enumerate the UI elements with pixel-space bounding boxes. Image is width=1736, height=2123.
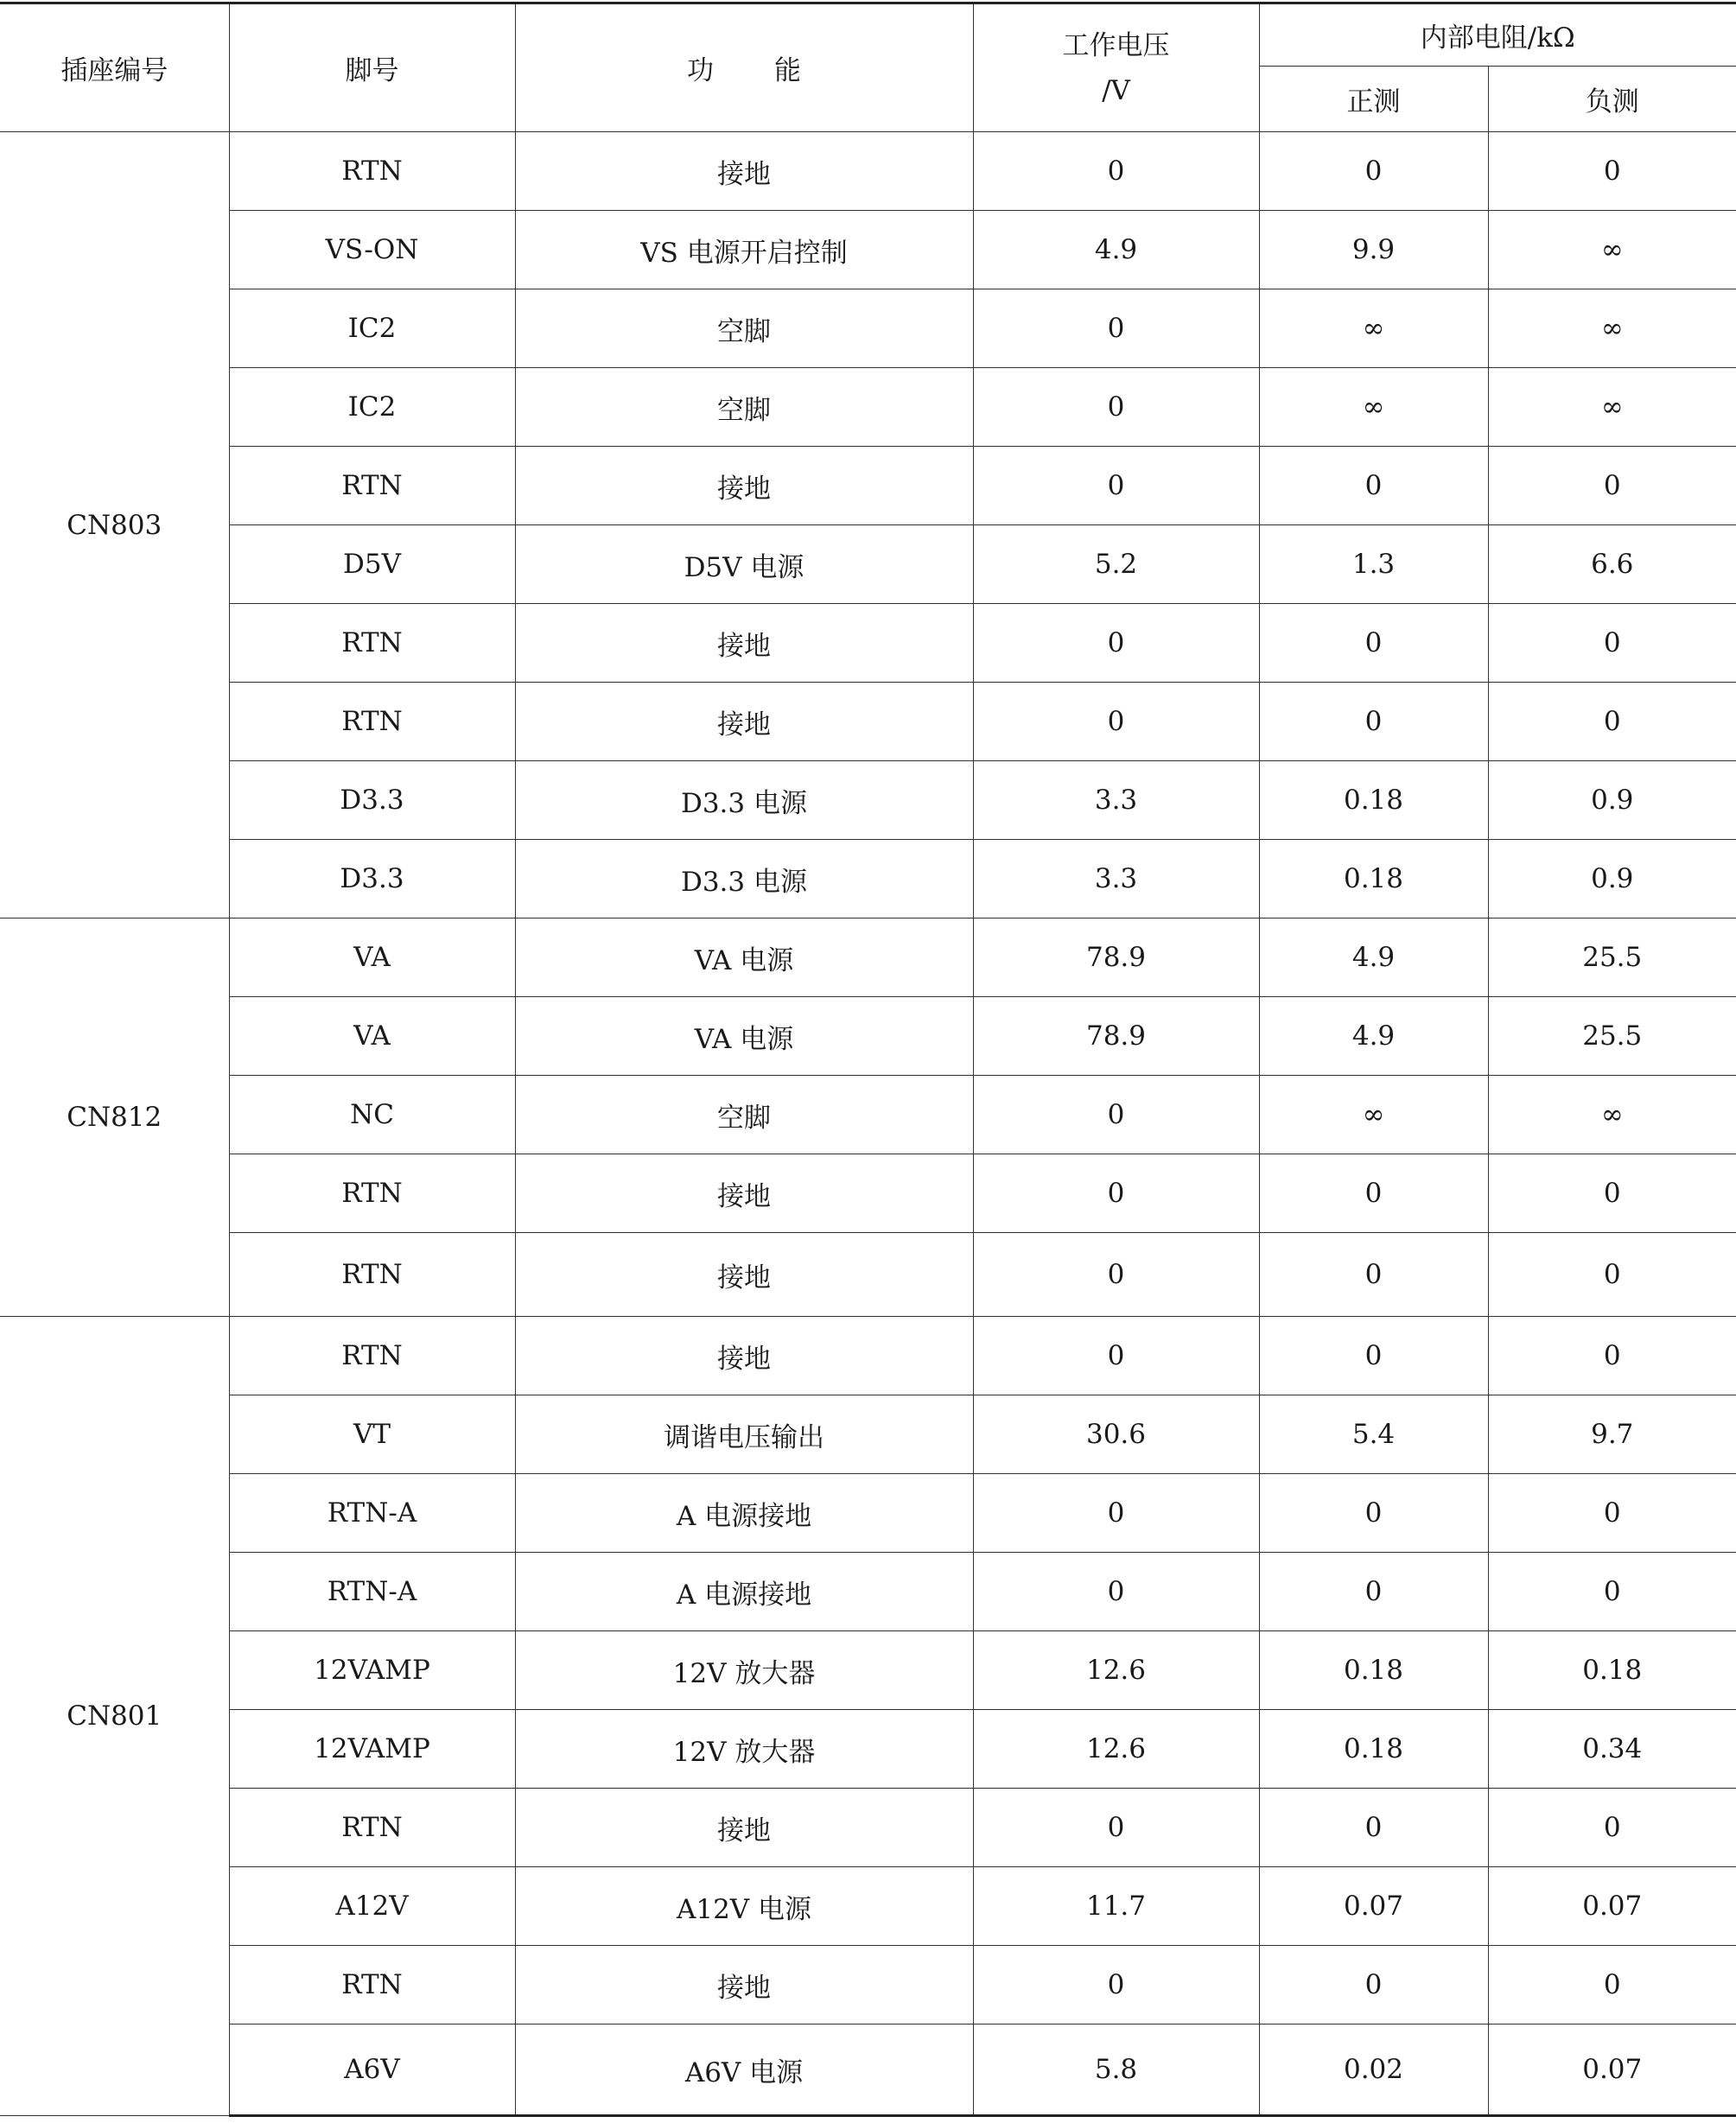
voltage-cell: 0: [973, 447, 1259, 525]
positive-resistance-cell: 0: [1259, 1474, 1488, 1553]
pin-cell: RTN: [229, 1317, 515, 1395]
header-function-left: 功: [687, 55, 714, 86]
voltage-cell: 0: [973, 1317, 1259, 1395]
header-resistance: 内部电阻/kΩ: [1259, 3, 1736, 67]
positive-resistance-cell: 0: [1259, 1154, 1488, 1233]
function-cell: 空脚: [515, 289, 973, 368]
function-cell: A 电源接地: [515, 1553, 973, 1631]
header-row-1: [0, 3, 1736, 67]
function-cell: 接地: [515, 132, 973, 211]
voltage-cell: 5.2: [973, 525, 1259, 604]
negative-resistance-cell: 0: [1488, 604, 1736, 683]
function-cell: 调谐电压输出: [515, 1395, 973, 1474]
function-cell: 接地: [515, 1946, 973, 2024]
positive-resistance-cell: 0: [1259, 132, 1488, 211]
negative-resistance-cell: ∞: [1488, 289, 1736, 368]
pin-cell: RTN: [229, 1154, 515, 1233]
negative-resistance-cell: 0: [1488, 1553, 1736, 1631]
table-row: [0, 1631, 1736, 1710]
positive-resistance-cell: 0.07: [1259, 1867, 1488, 1946]
voltage-cell: 11.7: [973, 1867, 1259, 1946]
function-cell: VA 电源: [515, 997, 973, 1076]
table-row: [0, 1154, 1736, 1233]
voltage-cell: 30.6: [973, 1395, 1259, 1474]
pin-cell: RTN-A: [229, 1474, 515, 1553]
table-row: [0, 1395, 1736, 1474]
negative-resistance-cell: 0: [1488, 1474, 1736, 1553]
table-row: [0, 1474, 1736, 1553]
pin-cell: RTN: [229, 1789, 515, 1867]
voltage-cell: 3.3: [973, 840, 1259, 918]
positive-resistance-cell: 0: [1259, 1946, 1488, 2024]
table-row: [0, 604, 1736, 683]
table-row: [0, 1553, 1736, 1631]
pin-cell: A12V: [229, 1867, 515, 1946]
header-pin: 脚号: [229, 3, 515, 132]
negative-resistance-cell: ∞: [1488, 211, 1736, 289]
table-row: [0, 1946, 1736, 2024]
table-row: [0, 1710, 1736, 1789]
voltage-cell: 12.6: [973, 1631, 1259, 1710]
pin-cell: RTN: [229, 1946, 515, 2024]
negative-resistance-cell: 0: [1488, 1317, 1736, 1395]
positive-resistance-cell: 0: [1259, 1789, 1488, 1867]
header-function: [515, 3, 973, 132]
voltage-cell: 0: [973, 1154, 1259, 1233]
negative-resistance-cell: 6.6: [1488, 525, 1736, 604]
negative-resistance-cell: ∞: [1488, 1076, 1736, 1154]
pin-cell: VA: [229, 997, 515, 1076]
voltage-cell: 0: [973, 1233, 1259, 1317]
function-cell: D3.3 电源: [515, 761, 973, 840]
pin-cell: IC2: [229, 289, 515, 368]
table-row: [0, 1233, 1736, 1317]
negative-resistance-cell: ∞: [1488, 368, 1736, 447]
pin-cell: RTN: [229, 683, 515, 761]
function-cell: A 电源接地: [515, 1474, 973, 1553]
table-row: [0, 840, 1736, 918]
pin-cell: VT: [229, 1395, 515, 1474]
table-row: [0, 447, 1736, 525]
positive-resistance-cell: ∞: [1259, 368, 1488, 447]
header-socket: 插座编号: [0, 3, 229, 132]
function-cell: 接地: [515, 1789, 973, 1867]
voltage-cell: 12.6: [973, 1710, 1259, 1789]
function-cell: 接地: [515, 1154, 973, 1233]
voltage-cell: 0: [973, 1946, 1259, 2024]
table-row: [0, 997, 1736, 1076]
positive-resistance-cell: 9.9: [1259, 211, 1488, 289]
negative-resistance-cell: 0: [1488, 683, 1736, 761]
pin-cell: VS-ON: [229, 211, 515, 289]
function-cell: 12V 放大器: [515, 1631, 973, 1710]
socket-cell: CN812: [0, 918, 229, 1317]
voltage-cell: 3.3: [973, 761, 1259, 840]
negative-resistance-cell: 0: [1488, 447, 1736, 525]
negative-resistance-cell: 0.07: [1488, 2024, 1736, 2116]
negative-resistance-cell: 0.07: [1488, 1867, 1736, 1946]
voltage-cell: 0: [973, 1789, 1259, 1867]
pin-cell: D3.3: [229, 761, 515, 840]
table-row: [0, 368, 1736, 447]
header-function-right: 能: [774, 55, 801, 86]
negative-resistance-cell: 0: [1488, 1154, 1736, 1233]
voltage-cell: 0: [973, 368, 1259, 447]
function-cell: VS 电源开启控制: [515, 211, 973, 289]
positive-resistance-cell: 0: [1259, 683, 1488, 761]
negative-resistance-cell: 0: [1488, 1789, 1736, 1867]
positive-resistance-cell: 0.02: [1259, 2024, 1488, 2116]
function-cell: 接地: [515, 447, 973, 525]
function-cell: D3.3 电源: [515, 840, 973, 918]
pin-data-table: [0, 2, 1736, 2117]
header-voltage-line1: 工作电压: [1062, 29, 1170, 61]
function-cell: 接地: [515, 683, 973, 761]
voltage-cell: 0: [973, 604, 1259, 683]
voltage-cell: 78.9: [973, 918, 1259, 997]
positive-resistance-cell: 0: [1259, 1233, 1488, 1317]
positive-resistance-cell: 0: [1259, 447, 1488, 525]
pin-cell: RTN: [229, 132, 515, 211]
positive-resistance-cell: 0: [1259, 1553, 1488, 1631]
pin-cell: A6V: [229, 2024, 515, 2116]
table-row: [0, 2024, 1736, 2116]
positive-resistance-cell: 4.9: [1259, 997, 1488, 1076]
table-row: [0, 683, 1736, 761]
function-cell: 接地: [515, 604, 973, 683]
socket-cell: CN801: [0, 1317, 229, 2116]
pin-cell: IC2: [229, 368, 515, 447]
function-cell: 空脚: [515, 368, 973, 447]
header-positive: 正测: [1259, 67, 1488, 132]
positive-resistance-cell: 0.18: [1259, 761, 1488, 840]
pin-cell: RTN: [229, 447, 515, 525]
positive-resistance-cell: 5.4: [1259, 1395, 1488, 1474]
voltage-cell: 0: [973, 1076, 1259, 1154]
pin-cell: 12VAMP: [229, 1631, 515, 1710]
pin-cell: 12VAMP: [229, 1710, 515, 1789]
voltage-cell: 0: [973, 683, 1259, 761]
header-voltage-line2: /V: [1102, 74, 1130, 106]
table-row: [0, 1867, 1736, 1946]
positive-resistance-cell: 0.18: [1259, 1710, 1488, 1789]
positive-resistance-cell: ∞: [1259, 289, 1488, 368]
negative-resistance-cell: 0.34: [1488, 1710, 1736, 1789]
socket-cell: CN803: [0, 132, 229, 918]
positive-resistance-cell: 0: [1259, 604, 1488, 683]
pin-cell: D3.3: [229, 840, 515, 918]
function-cell: VA 电源: [515, 918, 973, 997]
negative-resistance-cell: 9.7: [1488, 1395, 1736, 1474]
function-cell: A12V 电源: [515, 1867, 973, 1946]
function-cell: 12V 放大器: [515, 1710, 973, 1789]
positive-resistance-cell: 0: [1259, 1317, 1488, 1395]
voltage-cell: 5.8: [973, 2024, 1259, 2116]
negative-resistance-cell: 0.9: [1488, 840, 1736, 918]
function-cell: A6V 电源: [515, 2024, 973, 2116]
voltage-cell: 0: [973, 1553, 1259, 1631]
table-row: [0, 211, 1736, 289]
table-row: [0, 1076, 1736, 1154]
function-cell: 接地: [515, 1317, 973, 1395]
header-negative: 负测: [1488, 67, 1736, 132]
positive-resistance-cell: 1.3: [1259, 525, 1488, 604]
voltage-cell: 78.9: [973, 997, 1259, 1076]
pin-cell: VA: [229, 918, 515, 997]
header-voltage: [973, 3, 1259, 132]
table-row: [0, 289, 1736, 368]
pin-cell: NC: [229, 1076, 515, 1154]
pin-cell: RTN-A: [229, 1553, 515, 1631]
positive-resistance-cell: 0.18: [1259, 840, 1488, 918]
negative-resistance-cell: 0: [1488, 1946, 1736, 2024]
function-cell: 接地: [515, 1233, 973, 1317]
voltage-cell: 4.9: [973, 211, 1259, 289]
function-cell: D5V 电源: [515, 525, 973, 604]
negative-resistance-cell: 0.18: [1488, 1631, 1736, 1710]
voltage-cell: 0: [973, 1474, 1259, 1553]
pin-cell: RTN: [229, 1233, 515, 1317]
voltage-cell: 0: [973, 132, 1259, 211]
negative-resistance-cell: 25.5: [1488, 918, 1736, 997]
negative-resistance-cell: 0: [1488, 1233, 1736, 1317]
pin-cell: D5V: [229, 525, 515, 604]
negative-resistance-cell: 25.5: [1488, 997, 1736, 1076]
negative-resistance-cell: 0.9: [1488, 761, 1736, 840]
table-row: [0, 1789, 1736, 1867]
voltage-cell: 0: [973, 289, 1259, 368]
table-row: [0, 761, 1736, 840]
table-row: [0, 918, 1736, 997]
table-row: [0, 1317, 1736, 1395]
pin-cell: RTN: [229, 604, 515, 683]
positive-resistance-cell: 0.18: [1259, 1631, 1488, 1710]
positive-resistance-cell: ∞: [1259, 1076, 1488, 1154]
table-row: [0, 525, 1736, 604]
table-row: [0, 132, 1736, 211]
table-body: [0, 132, 1736, 2116]
positive-resistance-cell: 4.9: [1259, 918, 1488, 997]
negative-resistance-cell: 0: [1488, 132, 1736, 211]
function-cell: 空脚: [515, 1076, 973, 1154]
